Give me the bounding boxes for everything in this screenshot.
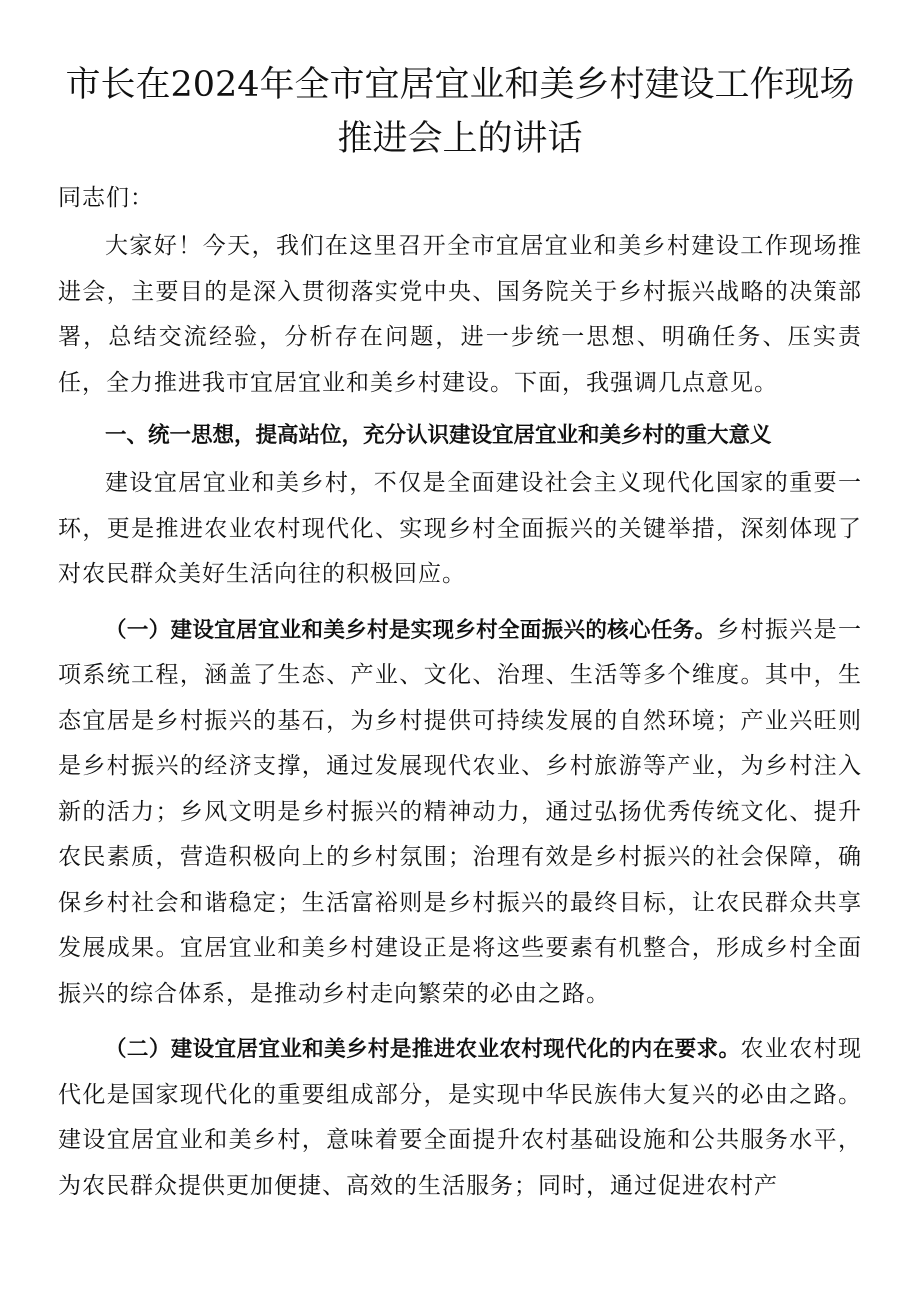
section-1-paragraph: 建设宜居宜业和美乡村，不仅是全面建设社会主义现代化国家的重要一环，更是推进农业农村现代化、实现乡村全面振兴的关键举措，深刻体现了对农民群众美好生活向往的积极回应。 [58,470,862,587]
subsection-2-heading: （二）建设宜居宜业和美乡村是推进农业农村现代化的内在要求。 [105,1037,741,1062]
subsection-2-paragraph [58,1027,862,1209]
subsection-2-body: 农业农村现代化是国家现代化的重要组成部分，是实现中华民族伟大复兴的必由之路。建设宜居宜业和美乡村，意味着要全面提升农村基础设施和公共服务水平，为农民群众提供更加便捷、高效的生活服务；同时，通过促进农村产 [58,1036,862,1199]
subsection-1-paragraph [58,608,862,1018]
section-1-heading: 一、统一思想，提高站位，充分认识建设宜居宜业和美乡村的重大意义 [105,423,772,448]
salutation: 同志们： [58,185,154,211]
intro-paragraph: 大家好！今天，我们在这里召开全市宜居宜业和美乡村建设工作现场推进会，主要目的是深入贯彻落实党中央、国务院关于乡村振兴战略的决策部署，总结交流经验，分析存在问题，进一步统一思想、明确任务、压实责任，全力推进我市宜居宜业和美乡村建设。下面，我强调几点意见。 [58,233,862,396]
speech-title: 市长在2024年全市宜居宜业和美乡村建设工作现场推进会上的讲话 [65,65,855,159]
subsection-1-heading: （一）建设宜居宜业和美乡村是实现乡村全面振兴的核心任务。 [105,617,717,643]
subsection-1-body: 乡村振兴是一项系统工程，涵盖了生态、产业、文化、治理、生活等多个维度。其中，生态宜居是乡村振兴的基石，为乡村提供可持续发展的自然环境；产业兴旺则是乡村振兴的经济支撑，通过发展现代农业、乡村旅游等产业，为乡村注入新的活力；乡风文明是乡村振兴的精神动力，通过弘扬优秀传统文化、提升农民素质，营造积极向上的乡村氛围；治理有效是乡村振兴的社会保障，确保乡村社会和谐稳定；生活富裕则是乡村振兴的最终目标，让农民群众共享发展成果。宜居宜业和美乡村建设正是将这些要素有机整合，形成乡村全面振兴的综合体系，是推动乡村走向繁荣的必由之路。 [58,616,862,1007]
